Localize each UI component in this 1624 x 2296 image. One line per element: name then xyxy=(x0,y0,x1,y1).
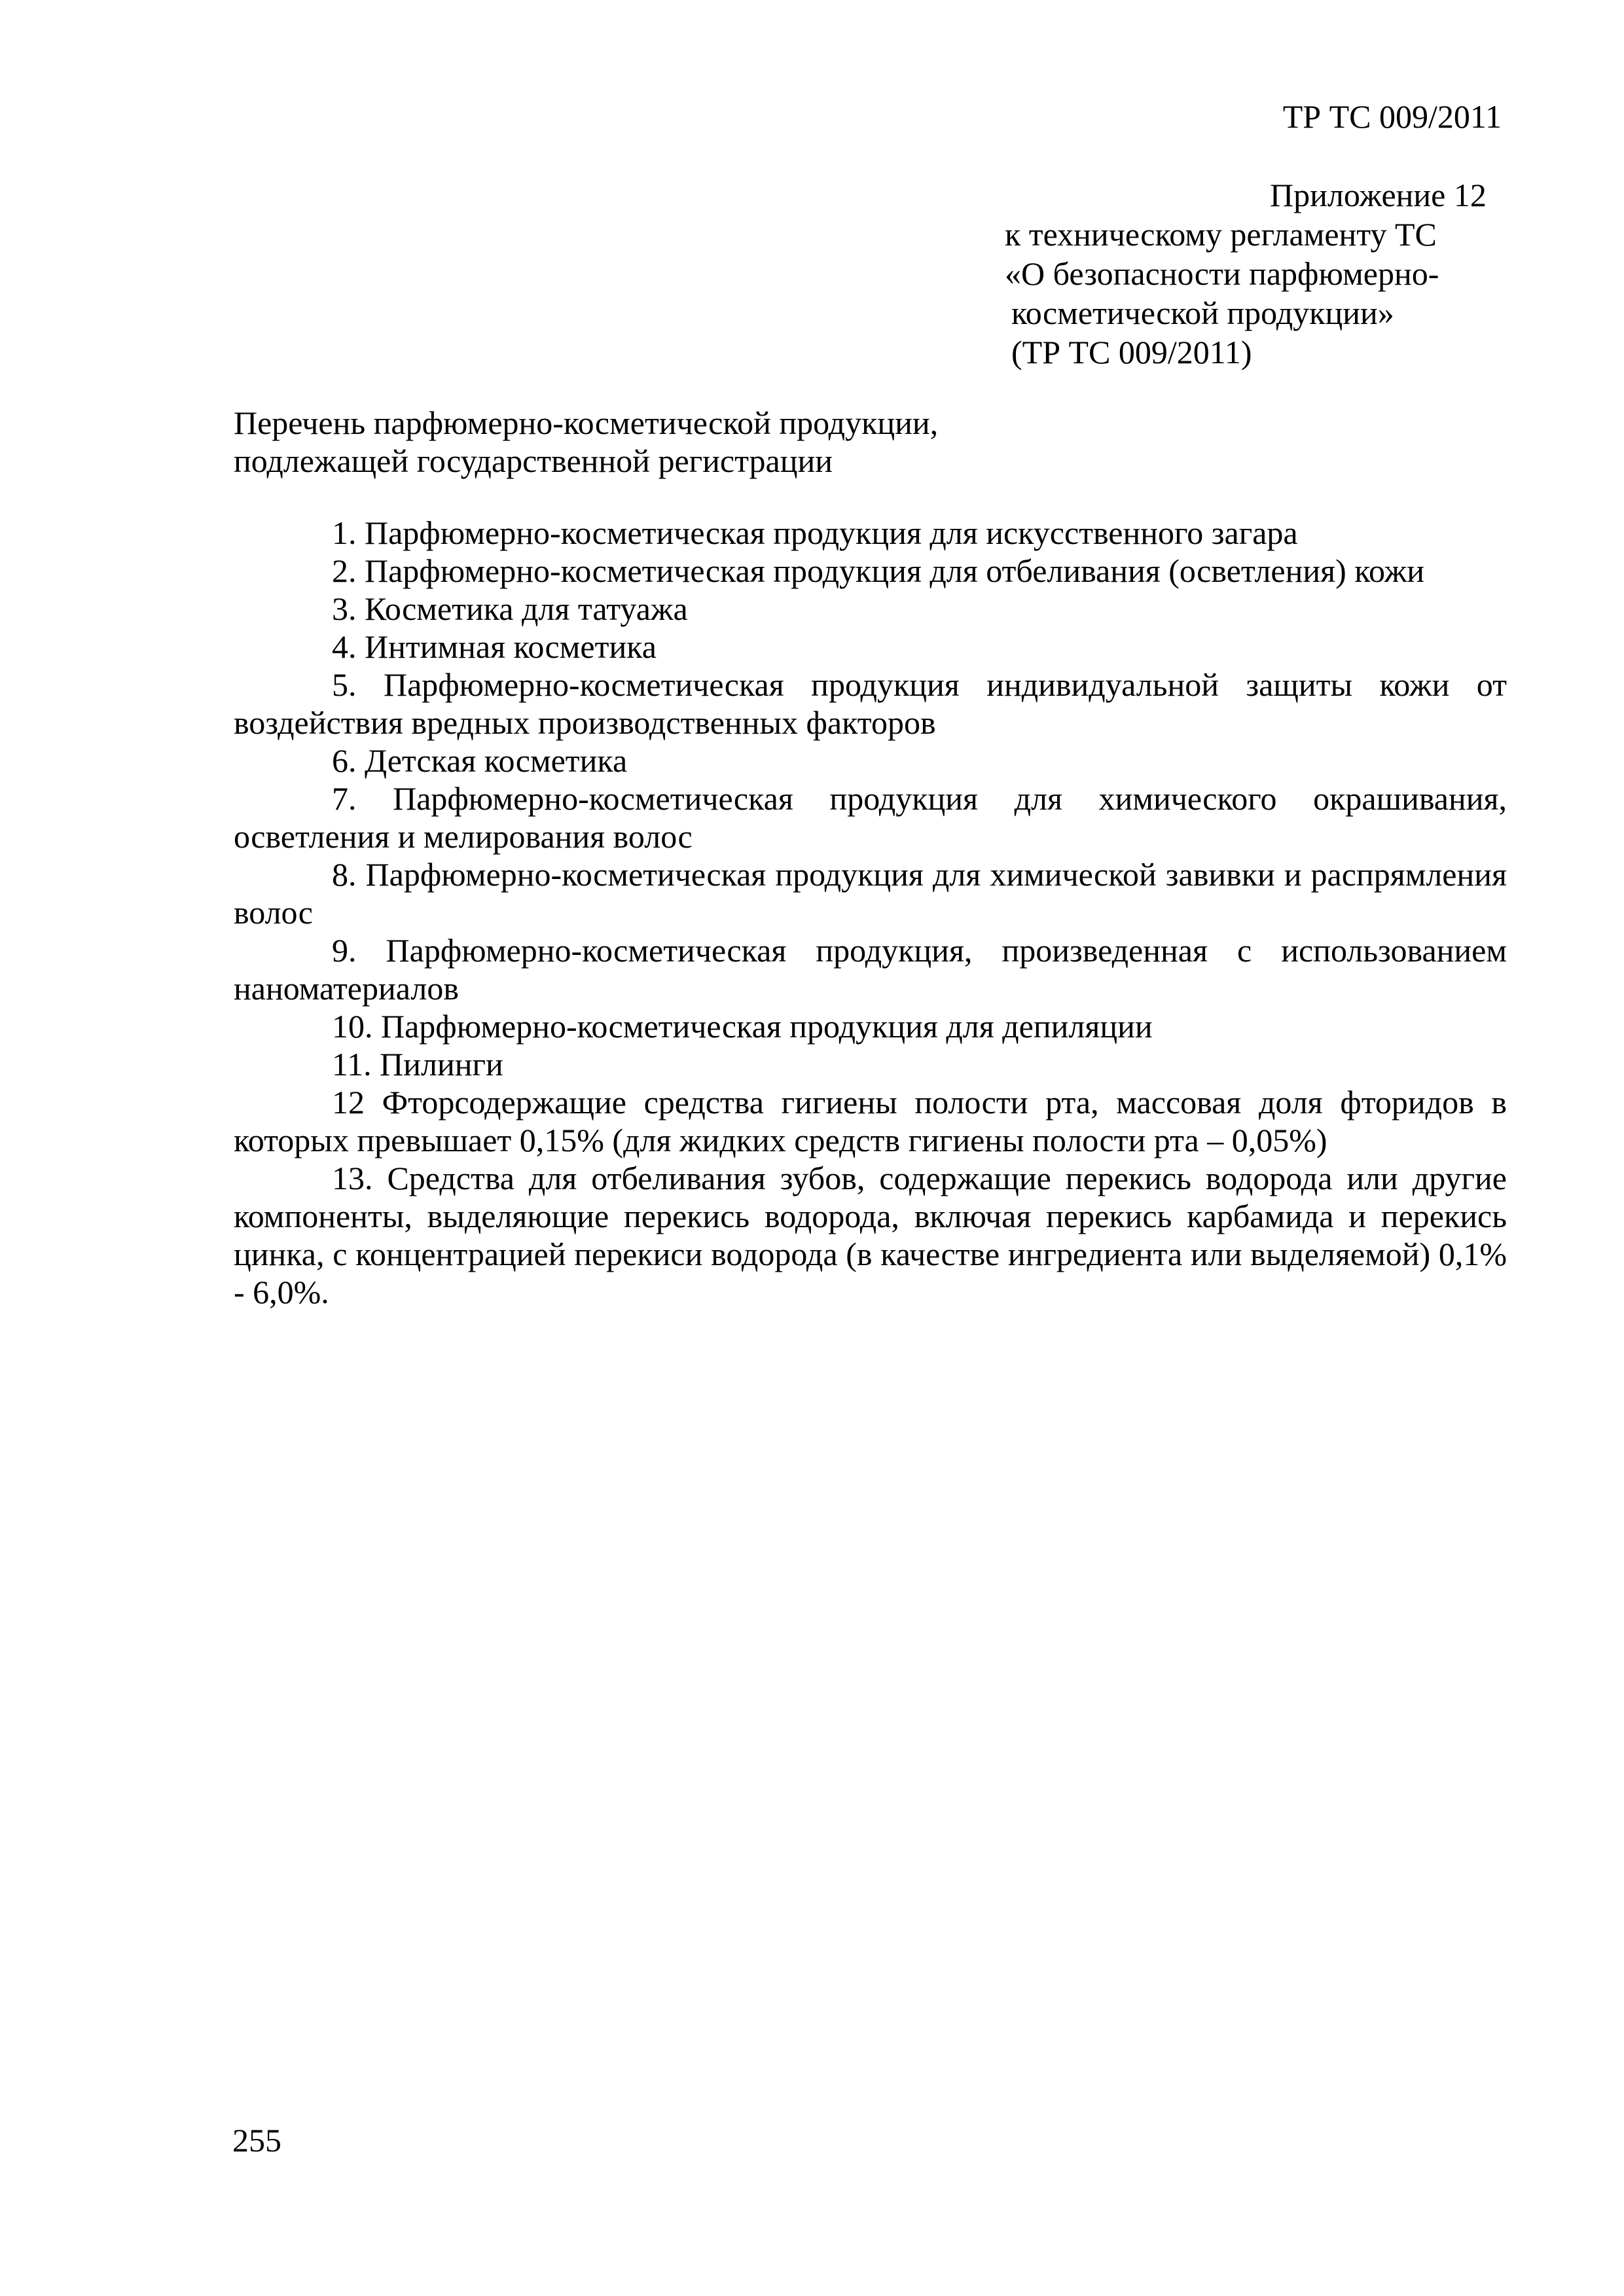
list-item: 11. Пилинги xyxy=(332,1046,503,1083)
list-item: 1. Парфюмерно-косметическая продукция для искусственного загара xyxy=(332,514,1298,551)
list-title-line-1: Перечень парфюмерно-косметической продукции, xyxy=(234,404,939,441)
list-item: 8. Парфюмерно-косметическая продукция для химической завивки и распрямления волос xyxy=(234,856,1507,931)
list-item: 12 Фторсодержащие средства гигиены полости рта, массовая доля фторидов в которых превышает 0,15% (для жидких средств гигиены полости рта – 0,05%) xyxy=(234,1084,1507,1158)
list-item: 3. Косметика для татуажа xyxy=(332,590,688,627)
list-item: 6. Детская косметика xyxy=(332,742,628,779)
annex-regulation-title-2: косметической продукции» xyxy=(1011,295,1394,331)
list-item: 7. Парфюмерно-косметическая продукция для химического окрашивания, осветления и мелирования волос xyxy=(234,780,1507,855)
annex-regulation-code: (ТР ТС 009/2011) xyxy=(1011,334,1252,370)
annex-regulation-ref: к техническому регламенту ТС xyxy=(1005,216,1437,253)
product-list xyxy=(234,514,1507,1311)
list-item: 4. Интимная косметика xyxy=(332,628,657,665)
list-item: 2. Парфюмерно-косметическая продукция для отбеливания (осветления) кожи xyxy=(332,552,1425,589)
page-number: 255 xyxy=(232,2122,281,2159)
list-item: 5. Парфюмерно-косметическая продукция индивидуальной защиты кожи от воздействия вредных производственных факторов xyxy=(234,666,1507,741)
document-code-header: ТР ТС 009/2011 xyxy=(1282,98,1502,135)
list-item: 13. Средства для отбеливания зубов, содержащие перекись водорода или другие компоненты, выделяющие перекись водорода, включая перекись карбамида и перекись цинка, с концентрацией перекиси водорода (в качестве ингредиента или выделяемой) 0,1% - 6,0%. xyxy=(234,1160,1507,1310)
list-title-line-2: подлежащей государственной регистрации xyxy=(234,442,833,479)
list-item: 10. Парфюмерно-косметическая продукция для депиляции xyxy=(332,1008,1153,1045)
annex-number: Приложение 12 xyxy=(1270,177,1487,213)
annex-regulation-title-1: «О безопасности парфюмерно- xyxy=(1005,255,1439,292)
list-item: 9. Парфюмерно-косметическая продукция, произведенная с использованием наноматериалов xyxy=(234,932,1507,1007)
list-title xyxy=(234,404,938,480)
